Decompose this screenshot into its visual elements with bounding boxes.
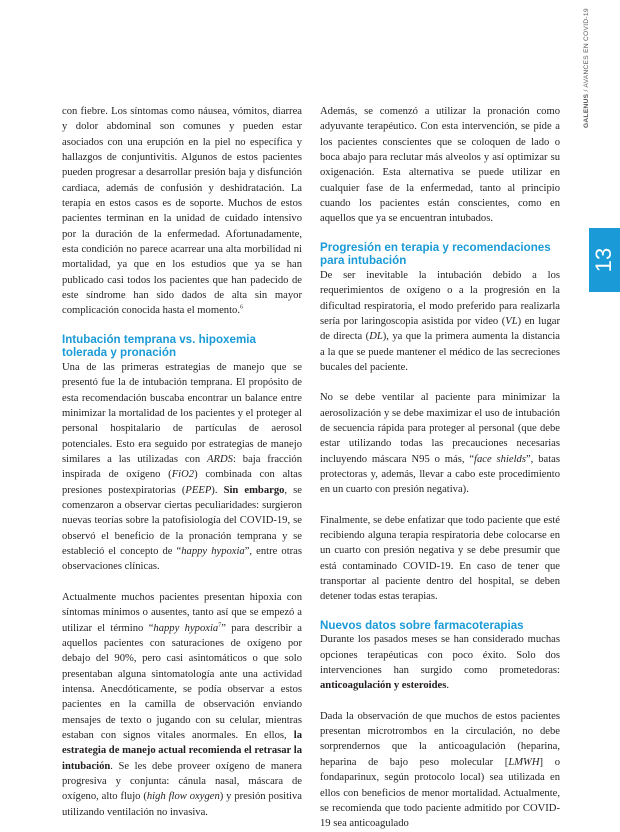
paragraph-symptoms: con fiebre. Los síntomas como náusea, vómitos, diarrea y dolor abdominal son comunes y pueden estar asociados con una erupción en la piel no específica y hallazgos de conjuntivitis. Algunos de estos pacientes pueden progresar a desarrollar presión baja y disfunción cardiaca, además de confusión y deshidratación. La terapia en estos casos es de soporte. Muchos de estos pacientes terminan en la unidad de cuidado intensivo por la duración de la enfermedad. Afortunadamente, esta condición no parece acarrear una alta morbilidad ni mortalidad, ya que en los estudios que ya se han publicado casi todos los pacientes que han padecido de este síndrome han sido dados de alta sin mayor complicación conocida hasta el momento.$^6$	[62, 106, 302, 317]
paragraph-anticoagulation: Dada la observación de que muchos de estos pacientes presentan microtrombos en la circulación, no debe sorprendernos que la anticoagulación (heparina, heparina de bajo peso molecular [LMWH] o fondaparinux, según protocolo local) sea utilizada en ellos con beneficios de menor mortalidad. Actualmente, se recomienda que todo paciente admitido por COVID-19 sea anticoagulado	[320, 710, 560, 830]
page-number-tab	[589, 228, 620, 292]
paragraph-negative-pressure: Finalmente, se debe enfatizar que todo paciente que esté recibiendo alguna terapia respiratoria debe colocarse en un cuarto con presión negativa y se debe presumir que está contaminado COVID-19. En caso de tener que transportar al paciente dentro del hospital, se deben detener todas estas terapias.	[320, 514, 560, 603]
paragraph-happy-hypoxia: Actualmente muchos pacientes presentan hipoxia con síntomas mínimos o ausentes, tanto así que se empezó a utilizar el término “happy hypoxia$^7$” para describir a aquellos pacientes con saturaciones de oxígeno por debajo del 90%, pero casi asintomáticos o que solo presentaban alguna sintomatología ante una actividad intensa. Anecdóticamente, se podía observar a estos pacientes en la camilla de observación enviando mensajes de texto o jugando con su celular, mientras estaban con signos vitales anormales. En ellos, la estrategia de manejo actual recomienda el retrasar la intubación. Se les debe proveer oxígeno de manera progresiva y conjunta: cánula nasal, máscara de oxígeno, alto flujo (high flow oxygen) y presión positiva utilizando ventilación no invasiva.	[62, 591, 302, 818]
heading-therapy-progression: Progresión en terapia y recomendaciones para intubación	[320, 240, 551, 268]
reference-6: 6	[239, 304, 243, 311]
left-column	[62, 104, 302, 820]
right-column	[320, 104, 560, 832]
heading-pharmacotherapy: Nuevos datos sobre farmacoterapias	[320, 618, 524, 632]
paragraph-intubation-mode: De ser inevitable la intubación debido a los requerimientos de oxígeno o a la progresión en la dificultad respiratoria, el modo preferido para realizarla sería por laringoscopia asistida por video (VL) en lugar de directa (DL), ya que la primera aumenta la distancia a la que se puede mantener el médico de las secreciones bucales del paciente.	[320, 269, 560, 373]
paragraph-ventilation: No se debe ventilar al paciente para minimizar la aerosolización y se debe maximizar el uso de intubación de secuencia rápida para proteger al personal (que debe estar utilizando todas las precauciones necesarias incluyendo máscara N95 o más, “face shields”, batas protectoras y, además, llevar a cabo este procedimiento en un cuarto con presión negativa).	[320, 392, 560, 496]
heading-early-intubation: Intubación temprana vs. hipoxemia tolerada y pronación	[62, 332, 256, 360]
page-number: 13	[591, 247, 617, 273]
paragraph-therapeutic-options: Durante los pasados meses se han considerado muchas opciones terapéuticas con poco éxito. Solo dos intervenciones han surgido como prometedoras: anticoagulación y esteroides.	[320, 634, 560, 692]
paragraph-early-intubation: Una de las primeras estrategias de manejo que se presentó fue la de intubación temprana. El propósito de esta recomendación buscaba encontrar un balance entre minimizar la mortalidad de los pacientes y el proteger al personal hospitalario de partículas de aerosol potenciales. Esto era seguido por estrategias de manejo similares a las utilizadas con ARDS: baja fracción inspirada de oxígeno (FiO2) combinada con altas presiones postexpiratorias (PEEP). Sin embargo, se comenzaron a observar ciertas peculiaridades: surgieron nuevas teorías sobre la patofisiología del COVID-19, se observó el beneficio de la pronación temprana y se estableció el concepto de “happy hypoxia”, entre otras observaciones clínicas.	[62, 362, 302, 573]
running-header	[583, 8, 590, 128]
section-name: / AVANCES EN COVID-19	[583, 8, 590, 94]
reference-7: 7	[218, 621, 222, 628]
paragraph-pronation: Además, se comenzó a utilizar la pronación como adyuvante terapéutico. Con esta intervención, se pide a los pacientes conscientes que se coloquen de lado o boca abajo para reclutar más alveolos y así optimizar su oxigenación. Esta alternativa se puede utilizar en cualquier fase de la enfermedad, tanto al principio cuando los pacientes están conscientes, como en aquellos que ya se encuentran intubados.	[320, 106, 560, 225]
journal-name: GALENUS	[583, 93, 590, 128]
